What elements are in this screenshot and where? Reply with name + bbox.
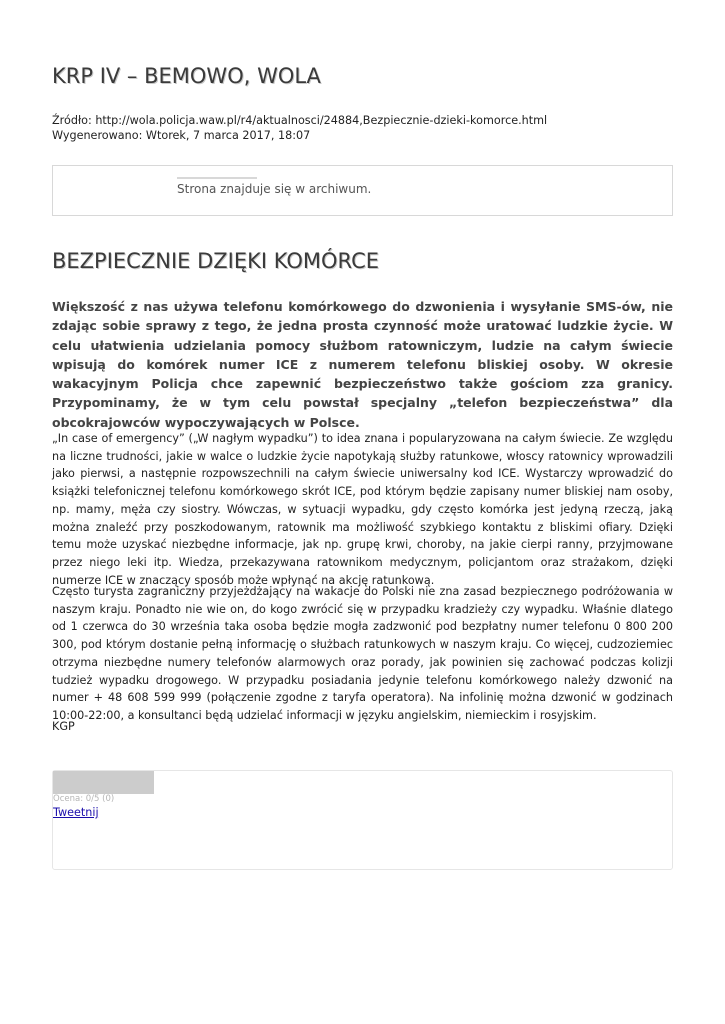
article-paragraph-1: „In case of emergency” („W nagłym wypadku”) to idea znana i popularyzowana na całym świecie. Ze względu na liczne trudności, jakie w walce o ludzkie życie napotykają służby ratunkowe, włoscy ratownicy wprowadzili jako pierwsi, a następnie rozpowszechnili na całym świecie uniwersalny kod ICE. Wystarczy wprowadzić do książki telefonicznej telefonu komórkowego skrót ICE, pod którym będzie zapisany numer bliskiej nam osoby, np. mamy, męża czy siostry. Wówczas, w sytuacji wypadku, gdy często komórka jest jedyną rzeczą, jaką można znaleźć przy poszkodowanym, ratownik ma możliwość szybkiego kontaktu z bliskimi ofiary. Dzięki temu może uzyskać niezbędne informacje, jak np. grupę krwi, choroby, na jakie cierpi ranny, przyjmowane przez niego leki itp. Wiedza, przekazywana ratownikom medycznym, policjantom oraz strażakom, dzięki numerze ICE w znaczący sposób może wpłynąć na akcję ratunkową.	[52, 432, 673, 587]
archive-notice-box	[52, 165, 673, 216]
rating-text: Ocena: 0/5 (0)	[53, 794, 115, 804]
archive-notice-divider	[177, 177, 257, 179]
tweet-link[interactable]: Tweetnij	[53, 806, 99, 819]
article-signature: KGP	[52, 720, 75, 733]
rating-share-box	[52, 770, 673, 870]
document-meta	[52, 113, 547, 143]
article-paragraph-2: Często turysta zagraniczny przyjeżdżający na wakacje do Polski nie zna zasad bezpiecznego podróżowania w naszym kraju. Ponadto nie wie on, do kogo zwrócić się w przypadku kradzieży czy wypadku. Właśnie dlatego od 1 czerwca do 30 września taka osoba będzie mogła zadzwonić pod bezpłatny numer telefonu 0 800 200 300, pod którym dostanie pełną informację o służbach ratunkowych w naszym kraju. Co więcej, cudzoziemiec otrzyma niezbędne numery telefonów alarmowych oraz porady, jak powinien się zachować podczas kolizji tudzież wypadku drogowego. W przypadku posiadania jedynie telefonu komórkowego należy dzwonić na numer + 48 608 599 999 (połączenie zgodne z taryfa operatora). Na infolinię można dzwonić w godzinach 10:00-22:00, a konsultanci będą udzielać informacji w języku angielskim, niemieckim i rosyjskim.	[52, 585, 673, 722]
source-url-line: Źródło: http://wola.policja.waw.pl/r4/aktualnosci/24884,Bezpiecznie-dzieki-komorce.html	[52, 114, 548, 127]
article-lead: Większość z nas używa telefonu komórkowego do dzwonienia i wysyłanie SMS-ów, nie zdając sobie sprawy z tego, że jedna prosta czynność może uratować ludzkie życie. W celu ułatwienia udzielania pomocy służbom ratowniczym, ludzie na całym świecie wpisują do komórek numer ICE z numerem telefonu bliskiej osoby. W okresie wakacyjnym Policja chce zapewnić bezpieczeństwo także gościom zza granicy. Przypominamy, że w tym celu powstał specjalny „telefon bezpieczeństwa” dla obcokrajowców wypoczywających w Polsce.	[52, 299, 673, 430]
site-title: KRP IV – BEMOWO, WOLA	[52, 64, 321, 88]
generated-date-line: Wygenerowano: Wtorek, 7 marca 2017, 18:07	[52, 129, 311, 142]
article-title: BEZPIECZNIE DZIĘKI KOMÓRCE	[52, 249, 380, 273]
archive-notice-text: Strona znajduje się w archiwum.	[177, 182, 372, 196]
rating-stars-widget[interactable]	[53, 771, 154, 794]
